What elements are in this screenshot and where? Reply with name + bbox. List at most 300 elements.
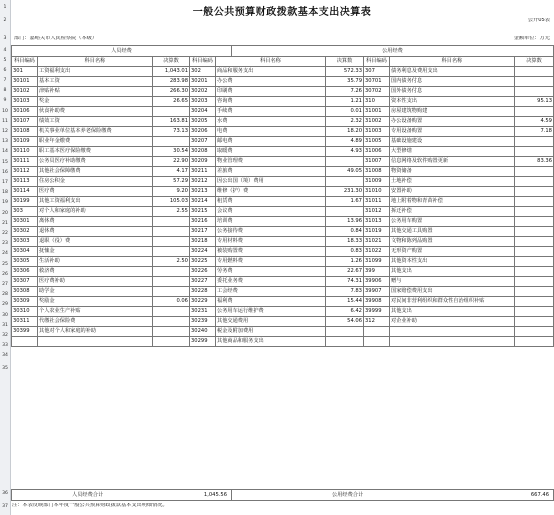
personnel-total-value: 1,045.56	[203, 492, 227, 498]
amount	[515, 337, 554, 347]
subject-code: 30240	[190, 327, 216, 337]
subject-name: 物业管理费	[216, 157, 326, 167]
amount: 4.89	[326, 137, 364, 147]
subject-code: 30305	[12, 257, 38, 267]
amount: 95.13	[515, 97, 554, 107]
subject-code: 30201	[190, 77, 216, 87]
subject-name: 办公费	[216, 77, 326, 87]
table-row	[12, 247, 554, 257]
subject-name: 培训费	[216, 217, 326, 227]
subject-name: 个人农业生产补贴	[38, 307, 153, 317]
subject-code: 30239	[190, 317, 216, 327]
subject-name: 公务用车购置	[390, 217, 515, 227]
row-number: 23	[2, 241, 8, 247]
amount: 105.03	[153, 197, 190, 207]
table-row	[12, 177, 554, 187]
personnel-total	[11, 489, 232, 501]
amount	[515, 177, 554, 187]
subject-name: 土地补偿	[390, 177, 515, 187]
row-number: 28	[2, 292, 8, 298]
personnel-total-label: 人员经费合计	[72, 492, 104, 498]
amount: 266.30	[153, 87, 190, 97]
subject-code: 31008	[364, 167, 390, 177]
subject-name: 医疗费	[38, 187, 153, 197]
subject-code: 30113	[12, 177, 38, 187]
table-row	[12, 107, 554, 117]
subject-code: 30110	[12, 147, 38, 157]
amount: 4.17	[153, 167, 190, 177]
subject-name: 大型修缮	[390, 147, 515, 157]
public-total-value: 667.46	[530, 492, 549, 498]
subject-name: 维修（护）费	[216, 187, 326, 197]
subject-code: 31007	[364, 157, 390, 167]
subject-code: 307	[364, 67, 390, 77]
subject-name: 抚恤金	[38, 247, 153, 257]
row-number: 22	[2, 231, 8, 236]
subject-name: 福利费	[216, 297, 326, 307]
subject-code: 30109	[12, 137, 38, 147]
table-row	[12, 187, 554, 197]
subject-name: 退休费	[38, 227, 153, 237]
subject-name: 对民间非营利组织和群众性自治组织补贴	[390, 297, 515, 307]
amount: 18.20	[326, 127, 364, 137]
public-total	[231, 489, 554, 501]
subject-name: 信息网络及软件购置更新	[390, 157, 515, 167]
subject-code: 31012	[364, 207, 390, 217]
row-number: 34	[2, 353, 8, 359]
row-number: 37	[2, 504, 8, 509]
amount: 0.06	[153, 297, 190, 307]
amount	[515, 187, 554, 197]
subject-name: 税金及附加费用	[216, 327, 326, 337]
row-number: 14	[2, 149, 8, 155]
amount	[515, 87, 554, 97]
subject-code: 39907	[364, 287, 390, 297]
amount: 13.96	[326, 217, 364, 227]
table-row	[12, 277, 554, 287]
subject-name: 专用燃料费	[216, 257, 326, 267]
row-number: 36	[2, 491, 8, 496]
table-row	[12, 227, 554, 237]
amount: 26.65	[153, 97, 190, 107]
subject-code: 30701	[364, 77, 390, 87]
amount	[515, 287, 554, 297]
subject-code: 30202	[190, 87, 216, 97]
subject-name: 债务利息及费用支出	[390, 67, 515, 77]
row-number: 26	[2, 271, 8, 277]
amount: 22.67	[326, 267, 364, 277]
subject-code: 30303	[12, 237, 38, 247]
subject-code: 31022	[364, 247, 390, 257]
subject-code: 30114	[12, 187, 38, 197]
subject-code: 30214	[190, 197, 216, 207]
subject-code: 310	[364, 97, 390, 107]
subject-name: 专用设备购置	[390, 127, 515, 137]
subject-name: 基础设施建设	[390, 137, 515, 147]
group-personnel: 人员经费	[11, 45, 232, 57]
amount: 30.54	[153, 147, 190, 157]
amount: 22.90	[153, 157, 190, 167]
amount: 4.59	[515, 117, 554, 127]
subject-name: 职工基本医疗保险缴费	[38, 147, 153, 157]
table-row	[12, 97, 554, 107]
amount: 35.79	[326, 77, 364, 87]
subject-name: 因公出国（境）费用	[216, 177, 326, 187]
subject-code: 31005	[364, 137, 390, 147]
subject-name: 其他支出	[390, 267, 515, 277]
subject-code: 31009	[364, 177, 390, 187]
subject-code: 31013	[364, 217, 390, 227]
subject-code: 30212	[190, 177, 216, 187]
row-number: 3	[3, 36, 7, 41]
amount: 0.84	[326, 227, 364, 237]
subject-name: 医疗费补助	[38, 277, 153, 287]
row-number: 17	[2, 180, 8, 185]
subject-code: 30209	[190, 157, 216, 167]
row-number: 32	[2, 333, 8, 338]
table-row	[12, 327, 554, 337]
table-row	[12, 167, 554, 177]
subject-code: 30106	[12, 107, 38, 117]
column-header: 科目名称	[216, 57, 326, 67]
subject-code: 31099	[364, 257, 390, 267]
subject-code: 30304	[12, 247, 38, 257]
table-row	[12, 337, 554, 347]
column-header: 科目名称	[38, 57, 153, 67]
amount: 572.33	[326, 67, 364, 77]
subject-name: 工会经费	[216, 287, 326, 297]
table-row	[12, 117, 554, 127]
amount: 7.26	[326, 87, 364, 97]
table-row	[12, 157, 554, 167]
row-number: 31	[2, 322, 8, 328]
subject-code: 30310	[12, 307, 38, 317]
subject-name: 公务接待费	[216, 227, 326, 237]
column-header: 科目编码	[364, 57, 390, 67]
footnote: 注：本表反映部门本年度一般公共预算财政拨款基本支出明细情况。	[12, 503, 168, 508]
subject-name: 委托业务费	[216, 277, 326, 287]
row-number: 1	[3, 5, 7, 10]
amount: 1,043.01	[153, 67, 190, 77]
subject-name: 办公设备购置	[390, 117, 515, 127]
amount	[153, 317, 190, 327]
subject-code: 30702	[364, 87, 390, 97]
amount	[515, 77, 554, 87]
subject-name: 物资储备	[390, 167, 515, 177]
amount	[326, 337, 364, 347]
subject-code: 30227	[190, 277, 216, 287]
subject-code: 30226	[190, 267, 216, 277]
subject-code: 31001	[364, 107, 390, 117]
subject-code: 31019	[364, 227, 390, 237]
table-row	[12, 237, 554, 247]
subject-name: 劳务费	[216, 267, 326, 277]
table-row	[12, 137, 554, 147]
row-number: 8	[3, 88, 7, 94]
row-number: 18	[2, 190, 8, 196]
public-total-label: 公用经费合计	[332, 492, 364, 498]
subject-code: 30102	[12, 87, 38, 97]
amount: 83.36	[515, 157, 554, 167]
subject-name: 住房公积金	[38, 177, 153, 187]
subject-name: 租赁费	[216, 197, 326, 207]
table-row	[12, 217, 554, 227]
table-row	[12, 87, 554, 97]
subject-name: 对个人和家庭的补助	[38, 207, 153, 217]
row-number: 13	[2, 139, 8, 145]
subject-name: 专用材料费	[216, 237, 326, 247]
subject-code: 30217	[190, 227, 216, 237]
subject-name: 代缴社会保险费	[38, 317, 153, 327]
subject-name: 咨询费	[216, 97, 326, 107]
subject-name: 商品和服务支出	[216, 67, 326, 77]
amount	[515, 237, 554, 247]
table-row	[12, 267, 554, 277]
amount: 1.26	[326, 257, 364, 267]
row-number: 7	[3, 78, 7, 83]
amount: 1.21	[326, 97, 364, 107]
amount: 6.42	[326, 307, 364, 317]
subject-name: 房屋建筑物购建	[390, 107, 515, 117]
subject-code: 30101	[12, 77, 38, 87]
table-row	[12, 197, 554, 207]
subject-name: 津贴补贴	[38, 87, 153, 97]
amount	[515, 257, 554, 267]
subject-code	[12, 337, 38, 347]
amount	[515, 267, 554, 277]
amount	[326, 327, 364, 337]
subject-name: 退职（役）费	[38, 237, 153, 247]
subject-name: 邮电费	[216, 137, 326, 147]
amount: 9.20	[153, 187, 190, 197]
subject-code: 312	[364, 317, 390, 327]
column-header: 决算数	[326, 57, 364, 67]
row-number: 19	[2, 200, 8, 206]
amount	[153, 267, 190, 277]
row-number: 33	[2, 343, 8, 349]
amount	[153, 287, 190, 297]
subject-name: 拆迁补偿	[390, 207, 515, 217]
amount: 74.31	[326, 277, 364, 287]
amount	[153, 247, 190, 257]
subject-name: 被装购置费	[216, 247, 326, 257]
subject-code: 30108	[12, 127, 38, 137]
column-header: 决算数	[153, 57, 190, 67]
column-header: 决算数	[515, 57, 554, 67]
subject-name: 绩效工资	[38, 117, 153, 127]
amount	[326, 157, 364, 167]
subject-name: 国内债务付息	[390, 77, 515, 87]
column-header: 科目编码	[12, 57, 38, 67]
amount	[153, 227, 190, 237]
subject-name: 离休费	[38, 217, 153, 227]
header-row	[12, 57, 554, 67]
subject-code: 30211	[190, 167, 216, 177]
amount	[515, 167, 554, 177]
amount	[515, 277, 554, 287]
amount	[515, 147, 554, 157]
amount	[153, 137, 190, 147]
subject-code: 39908	[364, 297, 390, 307]
subject-name: 其他交通工具购置	[390, 227, 515, 237]
subject-code: 31010	[364, 187, 390, 197]
subject-name: 取暖费	[216, 147, 326, 157]
row-number: 29	[2, 302, 8, 308]
subject-code	[364, 327, 390, 337]
subject-code: 30228	[190, 287, 216, 297]
subject-name: 地上附着物和青苗补偿	[390, 197, 515, 207]
subject-code: 30207	[190, 137, 216, 147]
subject-name: 水费	[216, 117, 326, 127]
amount: 57.29	[153, 177, 190, 187]
subject-code: 30216	[190, 217, 216, 227]
amount	[153, 307, 190, 317]
subject-code: 30111	[12, 157, 38, 167]
subject-code: 31021	[364, 237, 390, 247]
column-header: 科目编码	[190, 57, 216, 67]
amount: 0.01	[326, 107, 364, 117]
amount	[326, 207, 364, 217]
subject-name: 手续费	[216, 107, 326, 117]
amount	[326, 177, 364, 187]
subject-code: 30307	[12, 277, 38, 287]
subject-code: 30213	[190, 187, 216, 197]
subject-code: 30206	[190, 127, 216, 137]
amount	[515, 217, 554, 227]
amount	[515, 227, 554, 237]
amount	[515, 327, 554, 337]
row-number: 16	[2, 169, 8, 175]
subject-name: 其他对个人和家庭的补助	[38, 327, 153, 337]
amount	[515, 197, 554, 207]
subject-name: 其他社会保障缴费	[38, 167, 153, 177]
subject-code: 30311	[12, 317, 38, 327]
subject-code: 30306	[12, 267, 38, 277]
row-number: 4	[3, 48, 7, 53]
subject-code: 31002	[364, 117, 390, 127]
subject-name: 伙食补助费	[38, 107, 153, 117]
subject-code: 399	[364, 267, 390, 277]
subject-name	[38, 337, 153, 347]
amount: 7.83	[326, 287, 364, 297]
sheet-grid	[10, 0, 554, 515]
amount	[153, 277, 190, 287]
row-number: 20	[2, 210, 8, 216]
subject-code: 30231	[190, 307, 216, 317]
amount: 0.83	[326, 247, 364, 257]
subject-code: 30199	[12, 197, 38, 207]
subject-name: 职业年金缴费	[38, 137, 153, 147]
subject-code: 30301	[12, 217, 38, 227]
amount: 7.18	[515, 127, 554, 137]
amount	[515, 247, 554, 257]
subject-name: 助学金	[38, 287, 153, 297]
amount: 18.33	[326, 237, 364, 247]
table-row	[12, 287, 554, 297]
table-title: 一般公共预算财政拨款基本支出决算表	[192, 7, 372, 18]
subject-name: 对企业补助	[390, 317, 515, 327]
subject-code: 30112	[12, 167, 38, 177]
row-number: 27	[2, 282, 8, 287]
row-number: 25	[2, 261, 8, 267]
table-row	[12, 67, 554, 77]
table-row	[12, 147, 554, 157]
amount: 283.98	[153, 77, 190, 87]
amount	[515, 307, 554, 317]
row-number: 30	[2, 312, 8, 318]
amount	[153, 327, 190, 337]
row-number: 10	[2, 108, 8, 114]
table-row	[12, 207, 554, 217]
subject-code: 30204	[190, 107, 216, 117]
amount: 49.05	[326, 167, 364, 177]
subject-name: 国外债务付息	[390, 87, 515, 97]
subject-name: 无形资产购置	[390, 247, 515, 257]
subject-name: 生活补助	[38, 257, 153, 267]
table-row	[12, 297, 554, 307]
amount: 2.32	[326, 117, 364, 127]
subject-name: 奖励金	[38, 297, 153, 307]
subject-name: 其他交通费用	[216, 317, 326, 327]
amount: 73.13	[153, 127, 190, 137]
row-number: 24	[2, 251, 8, 257]
subject-name: 工资福利支出	[38, 67, 153, 77]
subject-name: 其他商品和服务支出	[216, 337, 326, 347]
subject-name: 其他工资福利支出	[38, 197, 153, 207]
subject-name: 安置补助	[390, 187, 515, 197]
subject-code: 30309	[12, 297, 38, 307]
row-number: 12	[2, 129, 8, 134]
amount: 163.81	[153, 117, 190, 127]
amount: 2.55	[153, 207, 190, 217]
amount: 4.93	[326, 147, 364, 157]
row-number: 15	[2, 159, 8, 165]
subject-code: 30302	[12, 227, 38, 237]
table-row	[12, 257, 554, 267]
subject-code: 301	[12, 67, 38, 77]
expenditure-table	[11, 56, 554, 347]
subject-code: 302	[190, 67, 216, 77]
subject-code: 30225	[190, 257, 216, 267]
amount: 54.06	[326, 317, 364, 327]
amount	[153, 237, 190, 247]
subject-code: 39999	[364, 307, 390, 317]
subject-code: 30218	[190, 237, 216, 247]
table-row	[12, 307, 554, 317]
column-header: 科目名称	[390, 57, 515, 67]
amount	[515, 317, 554, 327]
amount	[153, 337, 190, 347]
subject-code: 31006	[364, 147, 390, 157]
subject-name: 救济费	[38, 267, 153, 277]
unit-label: 部门：嘉峪关市人民检察院（本级）	[14, 36, 98, 41]
subject-name: 公务员医疗补助缴费	[38, 157, 153, 167]
subject-code: 30103	[12, 97, 38, 107]
subject-name: 奖金	[38, 97, 153, 107]
subject-code: 30299	[190, 337, 216, 347]
row-number: 21	[2, 220, 8, 226]
amount: 2.50	[153, 257, 190, 267]
subject-name: 其他支出	[390, 307, 515, 317]
amount: 231.30	[326, 187, 364, 197]
subject-code: 31003	[364, 127, 390, 137]
row-number: 35	[2, 366, 8, 371]
subject-name: 会议费	[216, 207, 326, 217]
subject-name: 赠与	[390, 277, 515, 287]
subject-name: 电费	[216, 127, 326, 137]
subject-code: 30205	[190, 117, 216, 127]
subject-code: 30308	[12, 287, 38, 297]
